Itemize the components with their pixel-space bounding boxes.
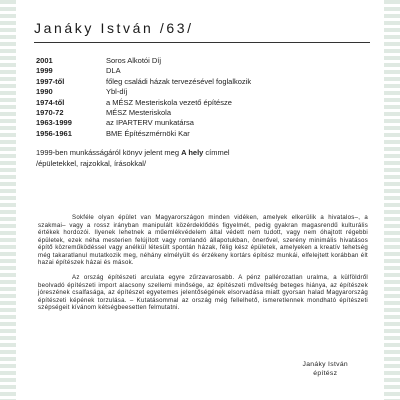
bio-year: 2001 [36, 56, 53, 65]
signature-name: Janáky István [302, 361, 348, 368]
bio-row [36, 118, 366, 128]
bio-text: Soros Alkotói Díj [106, 56, 162, 65]
bio-text: BME Építészmérnöki Kar [106, 128, 190, 138]
bio-text: az IPARTERV munkatársa [106, 118, 194, 128]
bio-year: 1997-től [36, 76, 65, 86]
bio-row [36, 108, 366, 118]
bio-row [36, 129, 366, 139]
book-note [36, 148, 366, 169]
bio-year: 1990 [36, 87, 53, 97]
bio-row [36, 77, 366, 87]
signature [303, 360, 348, 378]
bio-row [36, 87, 366, 97]
bio-row [36, 98, 366, 108]
bio-text: Ybl-díj [106, 87, 128, 97]
essay-paragraph: Sokféle olyan épület van Magyarországon minden vidéken, amelyek elkerülik a hivatalos–, a szakmai– vagy a rossz irányban manipulált közérdeklődés figyelmét, pedig gyakran magasrendű kulturális értékek hordozói. Ilyenek lehetnek a műemlékvédelem által védett nem tudott, vagy nem óhajtott régebbi épületek, ezek néha mesterien felújított vagy romlandó állapotukban, önerővel, szerény minimális hivatásos építő közreműködéssel vagy anélkül létesült spontán házak, félig kész épületek, amelyeken a kreatív tehetség még takaratlanul mutatkozik meg, néhány elmélyült és érzékeny kortárs építész munkái, elfelejtett korábban élt hazai építészek házai és mások. [38, 214, 368, 266]
bio-text: MÉSZ Mesteriskola [106, 108, 172, 118]
bio-list [36, 56, 366, 139]
bio-text: főleg családi házak tervezésével foglalkozik [106, 76, 252, 86]
bio-row [36, 56, 366, 66]
book-subtitle: /épületekkel, rajzokkal, írásokkal/ [36, 158, 147, 168]
essay-paragraph: Az ország építészeti arculata egyre zűrzavarosabb. A pénz pallérozatlan uralma, a külföldről beolvadó építészeti import alacsony szellemi minősége, az építészeti műveltség beteges hiánya, az építészek jóreszének csalfasága, az építészet egyetemes jelentőségének elsorvadása miatt gyorsan halad Magyarország építészeti képének torzulása. – Kutatásommal az ország még fellelhető, ismeretlennek mondható építészeti szépségeit kívánom kétségbeesetten felmutatni. [38, 274, 368, 311]
book-line [36, 148, 366, 159]
bio-year: 1970-72 [36, 108, 64, 118]
bio-text: a MÉSZ Mesteriskola vezető építésze [106, 97, 232, 107]
book-title: A hely [181, 148, 204, 157]
bio-year: 1956-1961 [36, 128, 72, 138]
document-page [16, 0, 384, 400]
bio-row [36, 66, 366, 76]
signature-role: építész [313, 370, 338, 377]
bio-year: 1963-1999 [36, 118, 72, 128]
title-divider [34, 42, 370, 43]
book-prefix: 1999-ben munkásságáról könyv jelent meg [36, 148, 182, 157]
bio-year: 1999 [36, 66, 53, 76]
bio-text: DLA [106, 66, 121, 76]
essay [38, 214, 368, 319]
book-suffix: címmel [203, 148, 230, 157]
page-title: Janáky István /63/ [34, 20, 194, 36]
bio-year: 1974-től [36, 97, 65, 107]
